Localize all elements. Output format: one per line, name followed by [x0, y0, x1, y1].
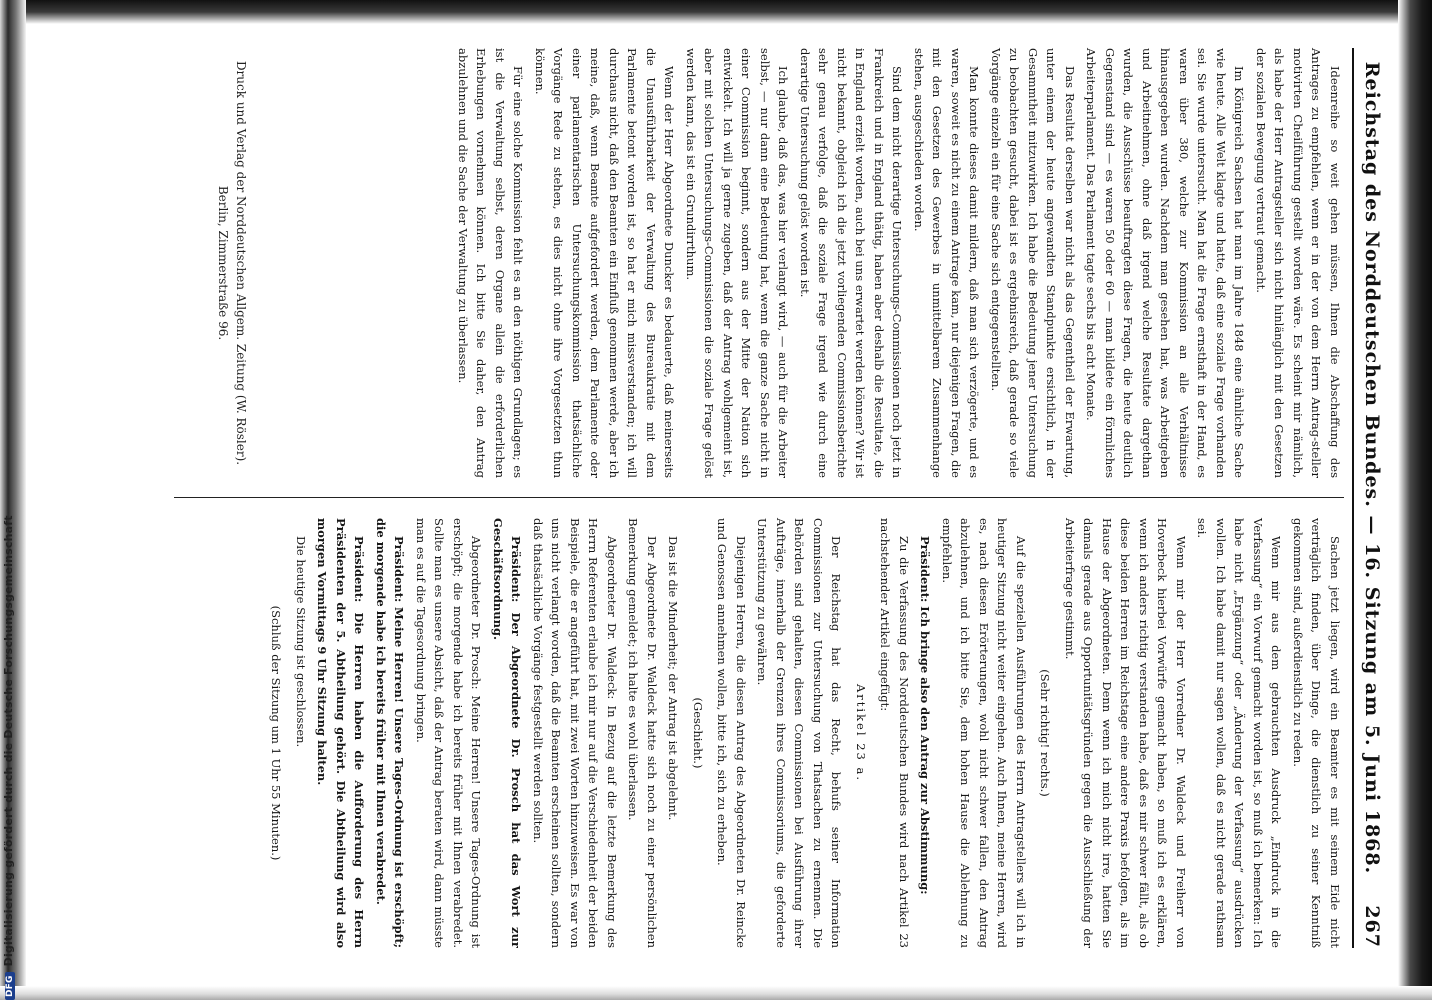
digitization-note	[2, 515, 15, 1000]
paragraph: Zu die Verfassung des Norddeutschen Bundes wird nach Artikel 23 nachstehender Artikel eingefügt:	[878, 518, 911, 948]
page-header	[1352, 48, 1390, 948]
paragraph: Die heutige Sitzung ist geschlossen.	[294, 536, 308, 748]
column-divider	[174, 497, 1344, 498]
page-number: 267	[1361, 905, 1383, 948]
scan-edge-top	[0, 0, 1432, 24]
interjection: (Geschieht.)	[691, 697, 705, 769]
paragraph: Sind dem nicht derartige Untersuchungs-Commissionen noch jetzt in Frankreich und in England thätig, haben aber deshalb die Resultate, die in England erzielt worden, auch bei uns erwartet werden können? Wir ist nicht bekannt, obgleich ich die jetzt vorliegenden Commissionsberichte sehr genau verfolge, daß die soziale Frage irgend wie durch eine derartige Untersuchung gelöst worden ist.	[798, 48, 905, 478]
paragraph: Ideenreihe so weit gehen müssen, Ihnen die Abschaffung des Antrages zu empfehlen, wenn er in der von dem Herrn Antrag-steller motivirten Cheilführung gestellt worden wäre. Es scheint mir nämlich, als habe der Herr Antragsteller sich nicht hinlänglich mit den Gesetzen der sozialen Bewegung vertraut gemacht.	[1254, 48, 1342, 478]
dfg-logo-icon: DFG	[5, 972, 15, 1000]
scan-edge-right	[1398, 0, 1432, 1000]
paragraph: Für eine solche Kommission fehlt es an den nöthigen Grundlagen; es ist die Verwaltung selbst, deren Organe allein die erforderlichen Erhebungen vornehmen können. Ich bitte Sie daher, den Antrag abzulehnen und die Sache der Verwaltung zu überlassen.	[456, 48, 526, 478]
paragraph: Im Königreich Sachsen hat man im Jahre 1848 eine ähnliche Sache wie heute. Alle Welt klagte und hatte, daß eine soziale Frage vorhanden sei. Sie wurde untersucht. Man hat die Frage ernsthaft in der Hand, es waren über 380, welche zur Kommission an alle Verhältnisse hinausgegeben wurden. Nachdem man gesehen hat, was Arbeitgeben und Arbeitnehmen, ohne daß irgend welche Resultate dargethan wurden, die Ausschüsse beauftragten diese Fragen, die heute deutlich Gegenstand sind — es waren 50 oder 60 — man bildete ein förmliches Arbeiterparlament. Das Parlament tagte sechs bis acht Monate.	[1084, 48, 1247, 478]
page-title: Reichstag des Norddeutschen Bundes. — 16. Sitzung am 5. Juni 1868.	[1361, 61, 1383, 875]
paragraph: Das Resultat derselben war nicht als das Gegentheil der Erwartung, unter einem der heute angewandten Standpunkte ersichtlich, in der Gesammtheit mitzuwirken. Ich habe die Bedeutung jener Untersuchung zu beobachten gesucht, dabei ist es ergebnisreich, daß gerade so viele Vorgänge einzeln ein für eine Sache sich entgegenstellten.	[989, 48, 1077, 478]
interjection: (Sehr richtig! rechts.)	[1038, 669, 1053, 797]
paragraph: Der Abgeordnete Dr. Waldeck hatte sich noch zu einer persönlichen Bemerkung gemeldet; ich halte es wohl überlassen.	[626, 518, 659, 948]
closing-note: (Schluß der Sitzung um 1 Uhr 55 Minuten.)	[269, 605, 284, 861]
speaker-paragraph: Präsident: Die Herren haben die Aufforderung des Herrn Präsidenten der 5. Abtheilung gehört. Die Abtheilung wird also morgen Vormittags 9 Uhr Sitzung halten.	[315, 518, 367, 948]
paragraph: Wenn mir aus dem gebrauchten Ausdruck „Eindruck in die Verfassung“ ein Vorwurf gemacht worden ist, so muß ich bemerken: Ich habe nicht „Ergänzung“ oder „Änderung der Verfassung“ ausdrücken wollen. Ich habe damit nur sagen wollen, daß es nicht gerade rathsam sei.	[1195, 518, 1284, 948]
paragraph: Wenn der Herr Abgeordnete Duncker es bedauerte, daß meinerseits die Unausführbarkeit der Verwaltung des Bureaukratie mit dem Parlamente betont worden ist, so hat er mich missverstanden; ich will durchaus nicht, daß den Beamten ein Einfluß genommen werde, aber ich meine, daß, wenn Beamte aufgefordert werden, dem Parlamente oder einer parlamentarischen Untersuchungskommission thatsächliche Vorgänge Rede zu stehen, es dies nicht ohne ihre Vorgesetzten thun können.	[533, 48, 677, 478]
paragraph: Ich glaube, daß das, was hier verlangt wird, — auch für die Arbeiter selbst, — nur dann eine Bedeutung hat, wenn die ganze Sache nicht in einer Commission beginnt, sondern aus der Mitte der Nation sich entwickelt. Ich will ja gerne zugeben, daß der Antrag wohlgemeint ist, aber mit solchen Untersuchungs-Commissionen die soziale Frage gelöst werden kann, das ist ein Grundirrthum.	[684, 48, 791, 478]
paragraph: Das ist die Minderheit; der Antrag ist abgelehnt.	[666, 536, 681, 821]
paragraph: Diejenigen Herren, die diesen Antrag des Abgeordneten Dr. Reincke und Genossen annehmen wollen, bitte ich, sich zu erheben.	[715, 518, 748, 948]
paragraph: Auf die speziellen Ausführungen des Herrn Antragstellers will ich in heutiger Sitzung nicht weiter eingehen. Auch Ihnen, meine Herren, wird es, nach diesen Erörterungen, wohl nicht schwer fallen, den Antrag abzulehnen, und ich bitte Sie, dem hohen Hause die Ablehnung zu empfehlen.	[940, 518, 1028, 948]
digitization-text: Digitalisierung gefördert durch die Deutsche Forschungsgemeinschaft	[2, 515, 15, 967]
speaker-paragraph: Präsident: Ich bringe also den Antrag zur Abstimmung:	[918, 536, 933, 895]
imprint-line-1: Druck und Verlag der Norddeutschen Allgem. Zeitung (W. Rösler).	[234, 60, 248, 466]
article-heading: Artikel 23 a.	[854, 683, 868, 782]
speaker-paragraph: Präsident: Meine Herren! Unsere Tages-Ordnung ist erschöpft; die morgende habe ich bereits früher mit Ihnen verabredet.	[374, 518, 407, 948]
paragraph: Sachen jetzt liegen, wird ein Beamter es mit seinem Eide nicht verträglich finden, über Dinge, die dienstlich zu seiner Kenntniß gekommen sind, außerdienstlich zu reden.	[1291, 518, 1342, 948]
speaker-paragraph: Abgeordneter Dr. Waldeck: In Bezug auf die letzte Bemerkung des Herrn Referenten erlaube ich mir nur auf die Verschiedenheit der beiden Beispiele, die er angeführt hat, mit zwei Worten hinzuweisen. Es war von uns nicht verlangt worden, daß die Beamten erscheinen sollten, sondern daß thatsächliche Vorgänge festgestellt werden sollten.	[531, 518, 619, 948]
speaker-paragraph: Präsident: Der Abgeordnete Dr. Prosch hat das Wort zur Geschäftsordnung.	[491, 518, 524, 948]
rotated-page	[140, 48, 1390, 948]
paragraph: Der Reichstag hat das Recht, behufs seiner Information Commissionen zur Untersuchung von Thatsachen zu ernennen. Die Behörden sind gehalten, diesen Commissionen bei Ausführung ihrer Aufträge, innerhalb der Grenzen ihres Commissoriums, die geforderte Unterstützung zu gewähren.	[755, 518, 844, 948]
imprint-line-2: Berlin, Zimmerstraße 96.	[216, 185, 230, 341]
paragraph: Wenn mir der Herr Vorredner Dr. Waldeck und Freiherr von Hoverbeck hierbei Vorwürfe gemacht haben, so muß ich es erklären, wenn ich anders richtig verstanden habe, daß es mir schwer fällt, als ob diese beiden Herren im Reichstage eine andere Praxis befolgen, als im Hause der Abgeordneten. Denn wenn ich mich nicht irre, hatten Sie damals gerade aus Opportunitätsgründen gegen die Ausschließung der Arbeiterfrage gestimmt.	[1063, 518, 1188, 948]
speaker-paragraph: Abgeordneter Dr. Prosch: Meine Herren! Unsere Tages-Ordnung ist erschöpft; die morgende habe ich bereits früher mit Ihnen verabredet. Sollte man es unsere Absicht, daß der Antrag beraten wird, dann müsste man es auf die Tagesordnung bringen.	[414, 518, 484, 948]
scan-edge-bottom	[0, 986, 1432, 1000]
left-column	[451, 48, 1345, 478]
paragraph: Man konnte dieses damit mildern, daß man sich verzögerte, und es waren, soweit es nicht zu einem Antrage kam, nur diejenigen Fragen, die mit den Gesetzen des Gewerbes in unmittelbarem Zusammenhange stehen, ausgeschieden worden.	[912, 48, 982, 478]
imprint-footer	[214, 48, 250, 478]
right-column	[261, 518, 1344, 948]
